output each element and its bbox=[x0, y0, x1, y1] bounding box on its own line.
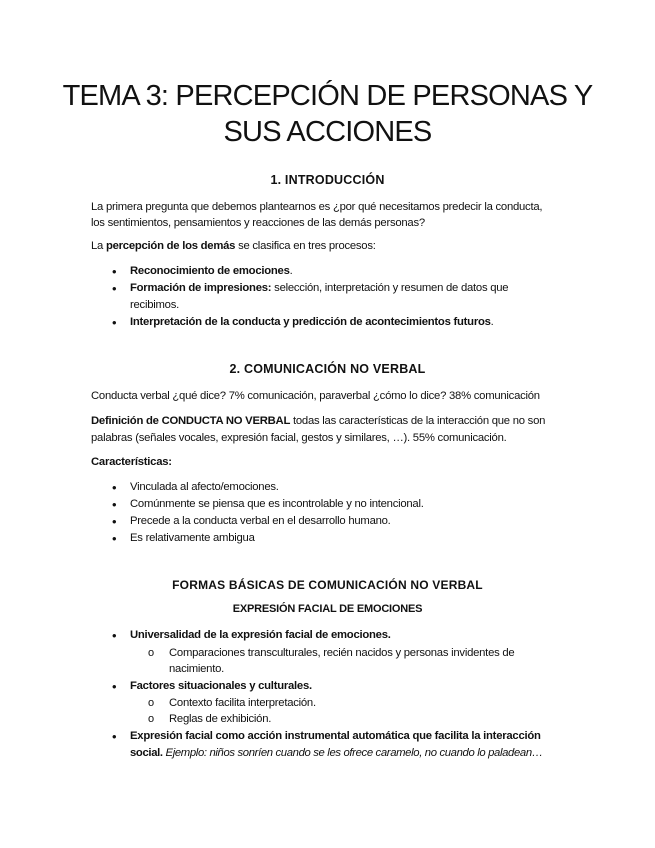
sub-bullet-icon: o bbox=[148, 647, 155, 659]
sub-list-item: Reglas de exhibición. bbox=[169, 713, 272, 725]
sub-bullet-icon: o bbox=[148, 697, 155, 709]
text-run: se clasifica en tres procesos: bbox=[235, 240, 376, 252]
list-item: Comúnmente se piensa que es incontrolable y no intencional. bbox=[130, 498, 424, 510]
list-item: Es relativamente ambigua bbox=[130, 532, 255, 544]
intro-paragraph-line-1: La primera pregunta que debemos plantearnos es ¿por qué necesitamos predecir la conducta, bbox=[91, 201, 543, 213]
sub-list-item: Comparaciones transculturales, recién nacidos y personas invidentes de bbox=[169, 647, 515, 659]
bullet-icon: • bbox=[112, 531, 117, 546]
bold-term: social. bbox=[130, 747, 163, 759]
title-line-2: SUS ACCIONES bbox=[223, 116, 432, 148]
bullet-icon: • bbox=[112, 315, 117, 330]
section-heading-comunicacion: 2. COMUNICACIÓN NO VERBAL bbox=[229, 362, 426, 376]
bullet-icon: • bbox=[112, 628, 117, 643]
sub-bullet-icon: o bbox=[148, 713, 155, 725]
section-heading-introduccion: 1. INTRODUCCIÓN bbox=[270, 173, 385, 187]
list-item bbox=[130, 280, 570, 297]
verbal-line: Conducta verbal ¿qué dice? 7% comunicación, paraverbal ¿cómo lo dice? 38% comunicación bbox=[91, 390, 540, 402]
text-run: todas las características de la interacción que no son bbox=[290, 415, 546, 427]
list-item: Vinculada al afecto/emociones. bbox=[130, 481, 279, 493]
bullet-icon: • bbox=[112, 281, 117, 296]
list-item-continuation: recibimos. bbox=[130, 299, 179, 311]
definition-line-1 bbox=[91, 413, 571, 430]
list-item bbox=[130, 627, 570, 644]
bold-term: Expresión facial como acción instrumental automática que facilita la interacción bbox=[130, 730, 541, 742]
section-heading-formas: FORMAS BÁSICAS DE COMUNICACIÓN NO VERBAL bbox=[172, 578, 483, 592]
bold-term: Factores situacionales y culturales. bbox=[130, 680, 312, 692]
bold-term: Interpretación de la conducta y predicción de acontecimientos futuros bbox=[130, 316, 491, 328]
text-run: . bbox=[490, 316, 494, 328]
bold-term: Formación de impresiones: bbox=[130, 282, 272, 294]
definition-line-2: palabras (señales vocales, expresión facial, gestos y similares, …). 55% comunicación. bbox=[91, 432, 507, 444]
sub-list-item: Contexto facilita interpretación. bbox=[169, 697, 316, 709]
sub-list-item-continuation: nacimiento. bbox=[169, 663, 225, 675]
list-item-continuation bbox=[130, 745, 570, 762]
subheading-expresion-facial: EXPRESIÓN FACIAL DE EMOCIONES bbox=[232, 603, 423, 615]
list-item bbox=[130, 678, 570, 695]
text-run: selección, interpretación y resumen de datos que bbox=[271, 282, 509, 294]
bold-term: Características: bbox=[91, 456, 172, 468]
example-text: Ejemplo: niños sonríen cuando se les ofrece caramelo, no cuando lo paladean… bbox=[162, 747, 543, 759]
bullet-icon: • bbox=[112, 264, 117, 279]
bullet-icon: • bbox=[112, 679, 117, 694]
bullet-icon: • bbox=[112, 497, 117, 512]
bold-term: Reconocimiento de emociones bbox=[130, 265, 290, 277]
title-line-1: TEMA 3: PERCEPCIÓN DE PERSONAS Y bbox=[62, 80, 593, 112]
bold-term: percepción de los demás bbox=[105, 240, 236, 252]
intro-paragraph-2 bbox=[91, 238, 571, 255]
intro-paragraph-line-2: los sentimientos, pensamientos y reacciones de las demás personas? bbox=[91, 217, 425, 229]
text-run: . bbox=[289, 265, 293, 277]
list-item: Precede a la conducta verbal en el desarrollo humano. bbox=[130, 515, 391, 527]
list-item bbox=[130, 728, 570, 745]
bold-term: Universalidad de la expresión facial de emociones. bbox=[130, 629, 391, 641]
list-item bbox=[130, 314, 570, 331]
bullet-icon: • bbox=[112, 514, 117, 529]
characteristics-label bbox=[91, 454, 571, 471]
bullet-icon: • bbox=[112, 480, 117, 495]
list-item bbox=[130, 263, 570, 280]
text-run: La bbox=[91, 240, 106, 252]
bold-term: Definición de CONDUCTA NO VERBAL bbox=[91, 415, 291, 427]
bullet-icon: • bbox=[112, 729, 117, 744]
